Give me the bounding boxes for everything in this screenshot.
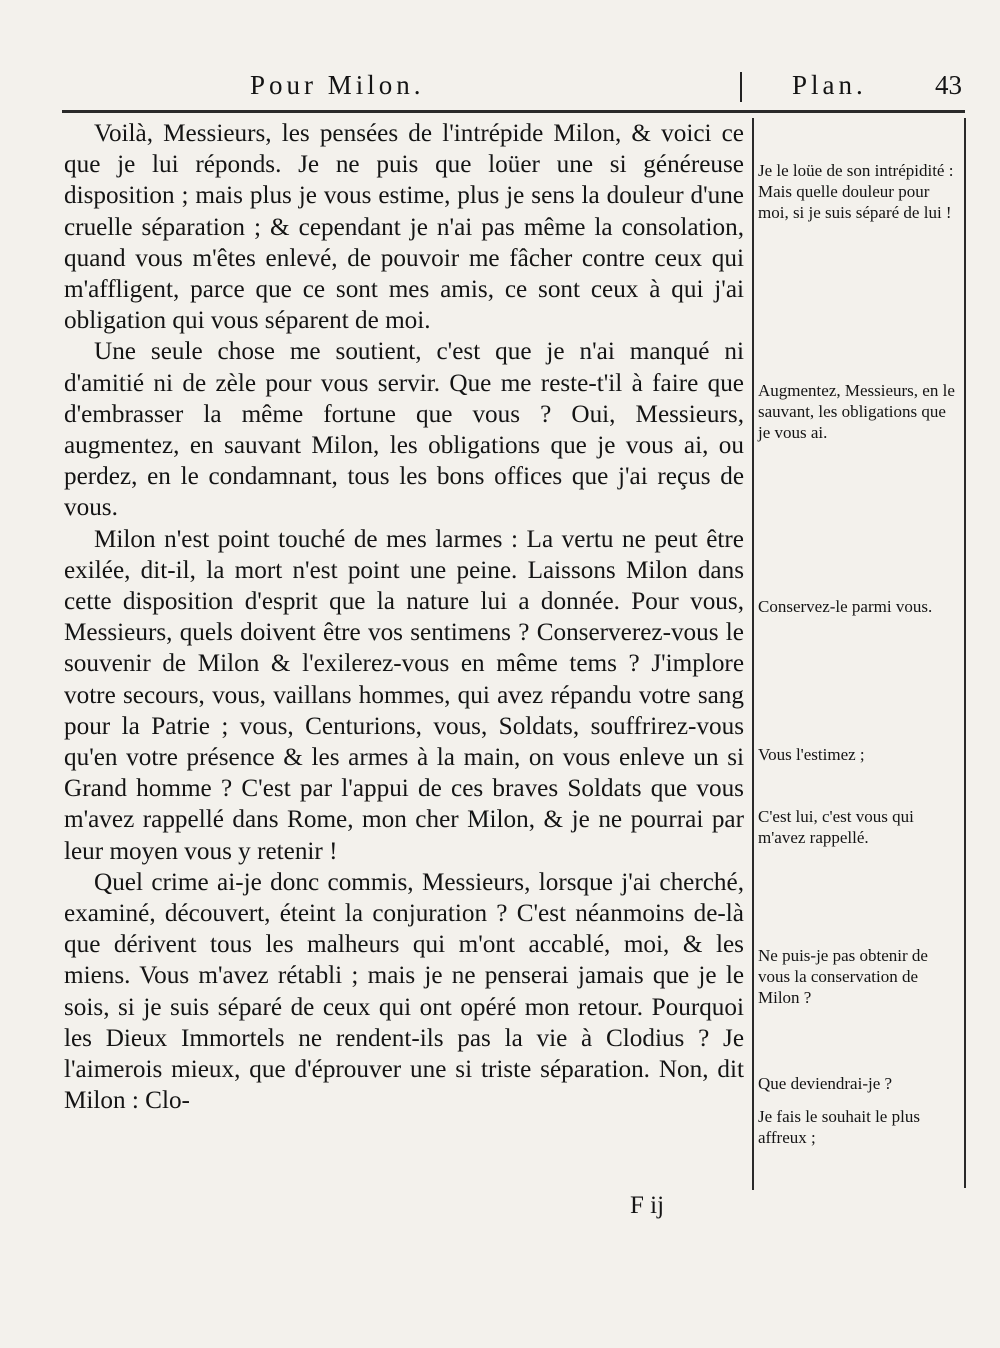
paragraph: Une seule chose me soutient, c'est que je n'ai manqué ni d'amitié ni de zèle pour vous servir. Que me reste-t'il à faire que d'embrasser la même fortune que vous ? Oui, Messieurs, augmentez, en sauvant Milon, les obligations que je vous ai, ou perdez, en le condamnant, tous les bons offices que j'ai reçus de vous.: [64, 338, 744, 522]
running-header: [250, 70, 962, 110]
paragraph: Milon n'est point touché de mes larmes : La vertu ne peut être exilée, dit-il, la mort n'est point une peine. Laissons Milon dans cette disposition d'esprit que la nature lui a donnée. Pour vous, Messieurs, quels doivent être vos sentimens ? Conserverez-vous le souvenir de Milon & l'exilerez-vous en même tems ? J'implore votre secours, vous, vaillans hommes, qui avez répandu votre sang pour la Patrie ; vous, Centurions, vous, Soldats, souffrirez-vous qu'en votre présence & les armes à la main, on vous enleve un si Grand homme ? C'est par l'appui de ces braves Soldats que vous m'avez rappellé dans Rome, mon cher Milon, & je ne pourrai par leur moyen vous y retenir !: [64, 525, 744, 865]
margin-divider: [752, 118, 754, 1190]
margin-note: Vous l'estimez ;: [758, 745, 865, 764]
margin-note: C'est lui, c'est vous qui m'avez rappellé.: [758, 807, 914, 847]
margin-note: Que deviendrai-je ?: [758, 1074, 893, 1093]
margin-note: Conservez-le parmi vous.: [758, 597, 933, 616]
header-rule: [62, 110, 810, 113]
signature-mark: F ij: [630, 1192, 665, 1219]
page-number: 43: [935, 70, 962, 100]
margin-note: Ne puis-je pas obtenir de vous la conservation de Milon ?: [758, 946, 928, 1007]
main-text: [64, 118, 744, 1117]
margin-note: Je fais le souhait le plus affreux ;: [758, 1107, 920, 1147]
margin-header-rule: [790, 110, 965, 113]
margin-right-border: [964, 118, 966, 1188]
paragraph: Quel crime ai-je donc commis, Messieurs, lorsque j'ai cherché, examiné, découvert, éteint la conjuration ? C'est néanmoins de-là que dérivent tous les malheurs qui m'ont accablé, moi, & les miens. Vous m'avez rétabli ; mais je ne penserai jamais que je le sois, si je suis séparé de ceux qui ont opéré mon retour. Pourquoi les Dieux Immortels ne rendent-ils pas la vie à Clodius ? Je l'aimerois mieux, que d'éprouver une si triste séparation. Non, dit Milon : Clo-: [64, 868, 744, 1115]
header-section: Plan.: [792, 70, 867, 100]
paragraph: Voilà, Messieurs, les pensées de l'intrépide Milon, & voici ce que je lui réponds. Je ne puis que loüer une si généreuse disposition ; mais plus je vous estime, plus je sens la douleur d'une cruelle séparation ; & cependant je n'ai pas même la consolation, quand vous m'êtes enlevé, de pouvoir me fâcher contre ceux qui m'affligent, parce que ce sont mes amis, ce sont ceux à qui j'ai obligation qui vous séparent de moi.: [64, 120, 744, 335]
header-title: Pour Milon.: [250, 70, 425, 100]
margin-note: Augmentez, Messieurs, en le sauvant, les obligations que je vous ai.: [758, 381, 955, 442]
margin-note: Je le loüe de son intrépidité : Mais quelle douleur pour moi, si je suis séparé de lui !: [758, 161, 954, 222]
header-divider: [740, 72, 742, 102]
